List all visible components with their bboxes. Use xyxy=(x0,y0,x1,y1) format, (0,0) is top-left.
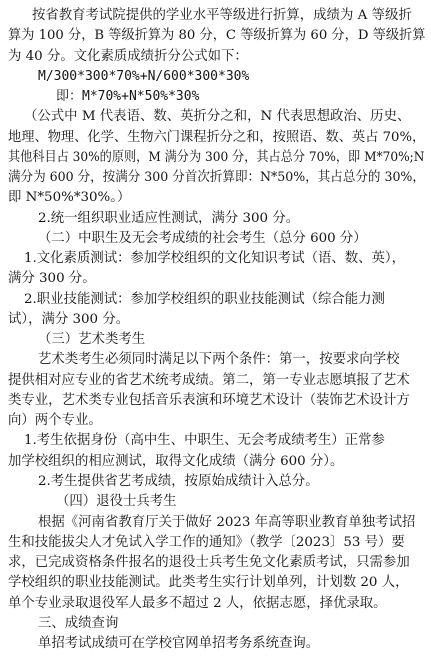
paragraph-line: 单个专业录取退役军人最多不超过 2 人，依据志愿，择优录取。 xyxy=(8,595,387,611)
paragraph-line: 2.考生提供省艺考成绩，按原始成绩计入总分。 xyxy=(38,473,319,489)
section-heading: （三）艺术类考生 xyxy=(38,332,146,348)
section-heading: （二）中职生及无会考成绩的社会考生（总分 600 分） xyxy=(38,230,367,246)
paragraph-line: 向）两个专业。 xyxy=(8,413,102,429)
paragraph-line: 根据《河南省教育厅关于做好 2023 年高等职业教育单独考试招 xyxy=(38,514,416,530)
paragraph-line: 1.考生依据身份（高中生、中职生、无会考成绩考生）正常参 xyxy=(24,433,385,449)
paragraph-line: 生和技能拔尖人才免试入学工作的通知》（教学〔2023〕53 号）要 xyxy=(8,534,405,550)
paragraph-line: 试），满分 300 分。 xyxy=(8,311,130,327)
paragraph-line: 提供相对应专业的省艺术统考成绩。第二，第一专业志愿填报了艺术 xyxy=(8,372,410,388)
paragraph-line: 加学校组织的相应测试，取得文化成绩（满分 600 分）。 xyxy=(8,453,344,469)
paragraph-line: 满分 300 分。 xyxy=(8,271,96,287)
paragraph-line: 1.文化素质测试：参加学校组织的文化知识考试（语、数、英）， xyxy=(24,251,406,267)
section-heading: （四）退役士兵考生 xyxy=(56,494,177,510)
paragraph-line: 满分为 600 分，按满分 300 分首次折算即：N*50%，其占总分的 30%， xyxy=(8,170,425,186)
paragraph-line: 地理、物理、化学、生物六门课程折分之和，按照语、数、英占 70%， xyxy=(8,129,426,145)
paragraph-line: 类专业，艺术类专业包括音乐表演和环境艺术设计（装饰艺术设计方 xyxy=(8,392,410,408)
paragraph-line: 其他科目占 30%的原则，M 满分为 300 分，其占总分 70%，即 M*70%;N xyxy=(8,149,425,165)
paragraph-line: 算为 100 分，B 等级折算为 80 分，C 等级折算为 60 分，D 等级折算 xyxy=(8,28,426,44)
paragraph-line: （公式中 M 代表语、数、英折分之和，N 代表思想政治、历史、 xyxy=(24,109,411,125)
paragraph-line: 学校组织的职业技能测试。此类考生实行计划单列，计划数 20 人， xyxy=(8,575,409,591)
section-heading: 三、成绩查询 xyxy=(38,615,119,631)
paragraph-line: 求，已完成资格条件报名的退役士兵考生免文化素质考试，只需参加 xyxy=(8,555,410,570)
formula-line: 即：M*70%+N*50%*30% xyxy=(56,89,200,104)
paragraph-line: 艺术类考生必须同时满足以下两个条件：第一，按要求向学校 xyxy=(38,352,400,368)
paragraph-line: 按省教育考试院提供的学业水平等级进行折算，成绩为 A 等级折 xyxy=(32,8,412,23)
formula-line: M/300*300*70%+N/600*300*30% xyxy=(38,68,250,84)
paragraph-line: 2.职业技能测试：参加学校组织的职业技能测试（综合能力测 xyxy=(24,291,385,307)
paragraph-line: 为 40 分。文化素质成绩折分公式如下： xyxy=(8,48,248,64)
paragraph-line: 2.统一组织职业适应性测试，满分 300 分。 xyxy=(38,210,300,226)
paragraph-line: 即 N*50%*30%。） xyxy=(8,190,131,206)
paragraph-line: 单招考试成绩可在学校官网单招考务系统查询。 xyxy=(38,636,320,651)
